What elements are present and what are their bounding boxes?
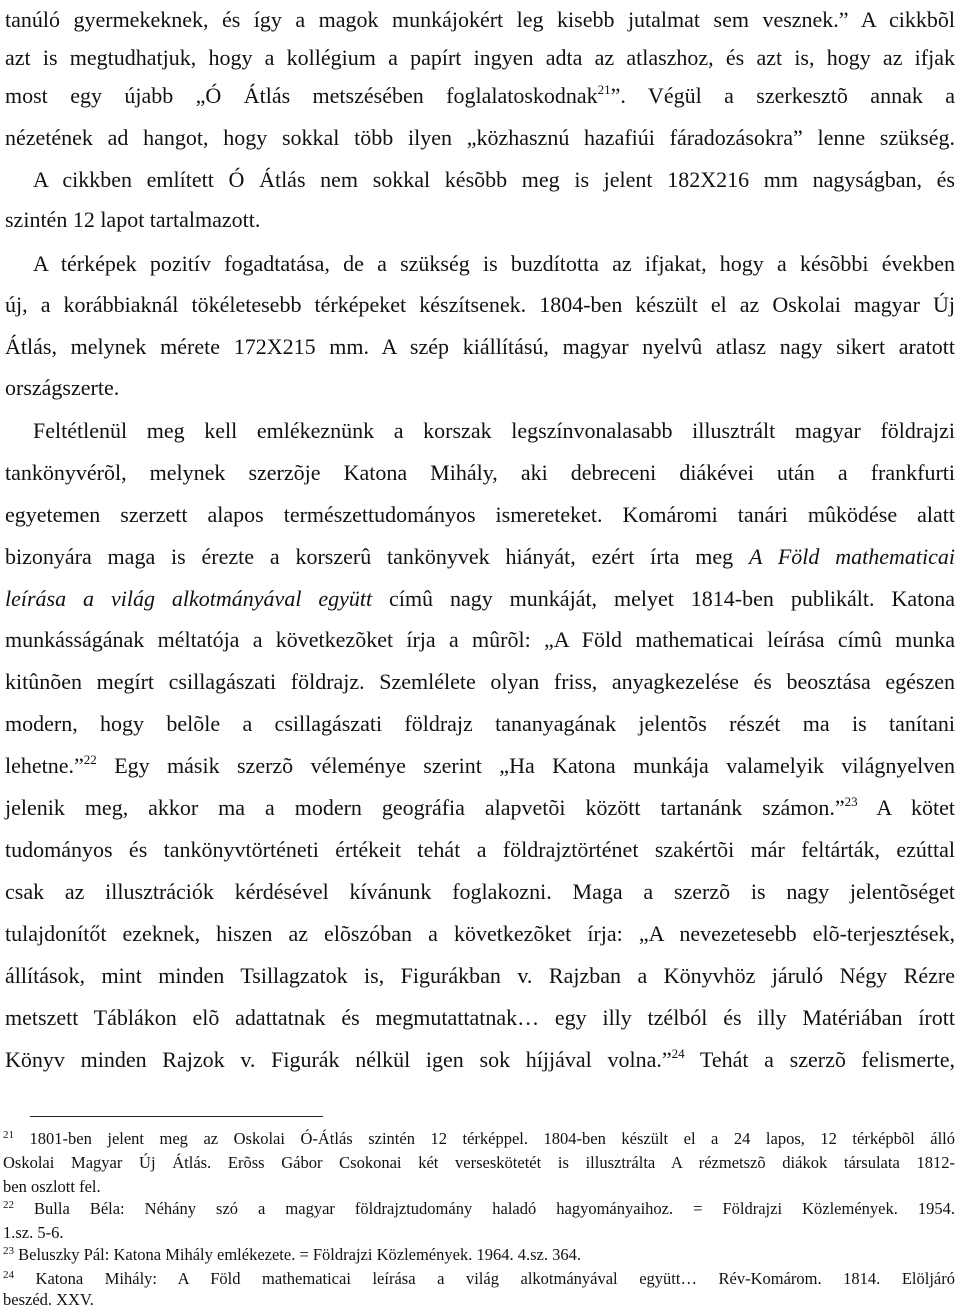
book-title: A Föld mathematicai: [748, 544, 955, 569]
footnote-number: 23: [3, 1245, 14, 1257]
footnote-ref: 24: [671, 1046, 685, 1061]
footnote-number: 22: [3, 1199, 14, 1211]
footnote-line: $^{24}$ Katona Mihály: A Föld mathematicai leírása a világ alkotmányával együtt… Rév-Komárom. 1814. Elöljáró: [3, 1269, 955, 1288]
footnote-divider: [30, 1116, 323, 1117]
body-line: nézetének ad hangot, hogy sokkal több ilyen „közhasznú hazafiúi fáradozásokra” lenne szükség.: [5, 125, 955, 150]
body-line: metszett Táblákon elõ adattatnak és megmutattatnak… egy illy tzélból és illy Matériában írott: [5, 1005, 955, 1030]
body-line: tulajdonítőt ezeknek, hiszen az elõszóban a következõket írja: „A nevezetesebb elõ-terjesztések,: [5, 921, 955, 946]
body-line: leírása a világ alkotmányával együtt címû nagy munkáját, melyet 1814-ben publikált. Katona: [5, 586, 955, 611]
body-line: Könyv minden Rajzok v. Figurák nélkül igen sok híjjával volna.”$^{24}$ Tehát a szerzõ felismerte,: [5, 1046, 956, 1072]
footnote-line: Oskolai Magyar Új Átlás. Erõss Gábor Csokonai két verseskötetét is illusztrálta A rézmetszõ diákok társulata 1812-: [3, 1153, 955, 1172]
body-line: A térképek pozitív fogadtatása, de a szükség is buzdította az ifjakat, hogy a késõbbi években: [33, 251, 955, 276]
body-line: tudományos és tankönyvtörténeti értékeit tehát a földrajztörténet szakértõi már feltárták, ezúttal: [5, 837, 955, 862]
book-title: leírása a világ alkotmányával együtt: [5, 586, 373, 611]
body-line: jelenik meg, akkor ma a modern geográfia alapvetõi között tartanánk számon.”$^{23}$ A kötet: [5, 794, 956, 820]
body-line: új, a korábbiaknál tökéletesebb térképeket készítsenek. 1804-ben készült el az Oskolai magyar Új: [5, 292, 955, 317]
footnote-line: ben oszlott fel.: [3, 1177, 101, 1196]
footnote-ref: 21: [597, 82, 611, 97]
body-line: Átlás, melynek mérete 172X215 mm. A szép kiállítású, magyar nyelvû atlasz nagy sikert aratott: [5, 334, 955, 359]
footnote-line: 1.sz. 5-6.: [3, 1223, 64, 1242]
body-line: tanúló gyermekeknek, és így a magok munkájokért leg kisebb jutalmat sem vesznek.” A cikkbõl: [5, 7, 955, 32]
footnote-line: beszéd. XXV.: [3, 1290, 94, 1309]
footnote-line: $^{21}$ 1801-ben jelent meg az Oskolai Ó-Átlás szintén 12 térképpel. 1804-ben készült el a 24 lapos, 12 térképbõl álló: [3, 1129, 955, 1148]
body-line: egyetemen szerzett alapos természettudományos ismereteket. Komáromi tanári mûködése alatt: [5, 502, 955, 527]
footnote-number: 24: [3, 1269, 14, 1281]
body-line: azt is megtudhatjuk, hogy a kollégium a papírt ingyen adta az atlaszhoz, és azt is, hogy az ifjak: [5, 45, 955, 70]
body-line: csak az illusztrációk kérdésével kívánunk foglakozni. Maga a szerzõ is nagy jelentõséget: [5, 879, 955, 904]
body-line: szintén 12 lapot tartalmazott.: [5, 207, 261, 232]
footnote-line: $^{22}$ Bulla Béla: Néhány szó a magyar földrajztudomány haladó hagyományaihoz. = Földrajzi Közlemények. 1954.: [3, 1199, 955, 1218]
body-line: munkásságának méltatója a következõket írja a mûrõl: „A Föld mathematicai leírása címû munka: [5, 627, 955, 652]
body-line: bizonyára maga is érezte a korszerû tankönyvek hiányát, ezért írta meg A Föld mathematicai: [5, 544, 955, 569]
footnote-ref: 22: [83, 752, 97, 767]
body-line: most egy újabb „Ó Átlás metszésében foglalatoskodnak$^{21}$”. Végül a szerkesztõ annak a: [5, 82, 955, 108]
body-line: A cikkben említett Ó Átlás nem sokkal késõbb meg is jelent 182X216 mm nagyságban, és: [33, 167, 955, 192]
body-line: Feltétlenül meg kell emlékeznünk a korszak legszínvonalasabb illusztrált magyar földrajzi: [33, 418, 955, 443]
body-line: kitûnõen megírt csillagászati földrajz. Szemlélete olyan friss, anyagkezelése és beosztása egészen: [5, 669, 955, 694]
body-line: lehetne.”$^{22}$ Egy másik szerzõ véleménye szerint „Ha Katona munkája valamelyik világnyelven: [5, 752, 955, 778]
body-line: modern, hogy belõle a csillagászati földrajz tananyagának jelentõs részét ma is tanítani: [5, 711, 955, 736]
footnote-ref: 23: [844, 794, 858, 809]
footnote-line: $^{23}$ Beluszky Pál: Katona Mihály emlékezete. = Földrajzi Közlemények. 1964. 4.sz. 364.: [3, 1245, 581, 1264]
body-line: országszerte.: [5, 375, 120, 400]
body-line: tankönyvérõl, melynek szerzõje Katona Mihály, aki debreceni diákévei után a frankfurti: [5, 460, 955, 485]
footnote-number: 21: [3, 1129, 14, 1141]
body-line: állítások, mint minden Tsillagzatok is, Figurákban v. Rajzban a Könyvhöz járuló Négy Rézre: [5, 963, 955, 988]
